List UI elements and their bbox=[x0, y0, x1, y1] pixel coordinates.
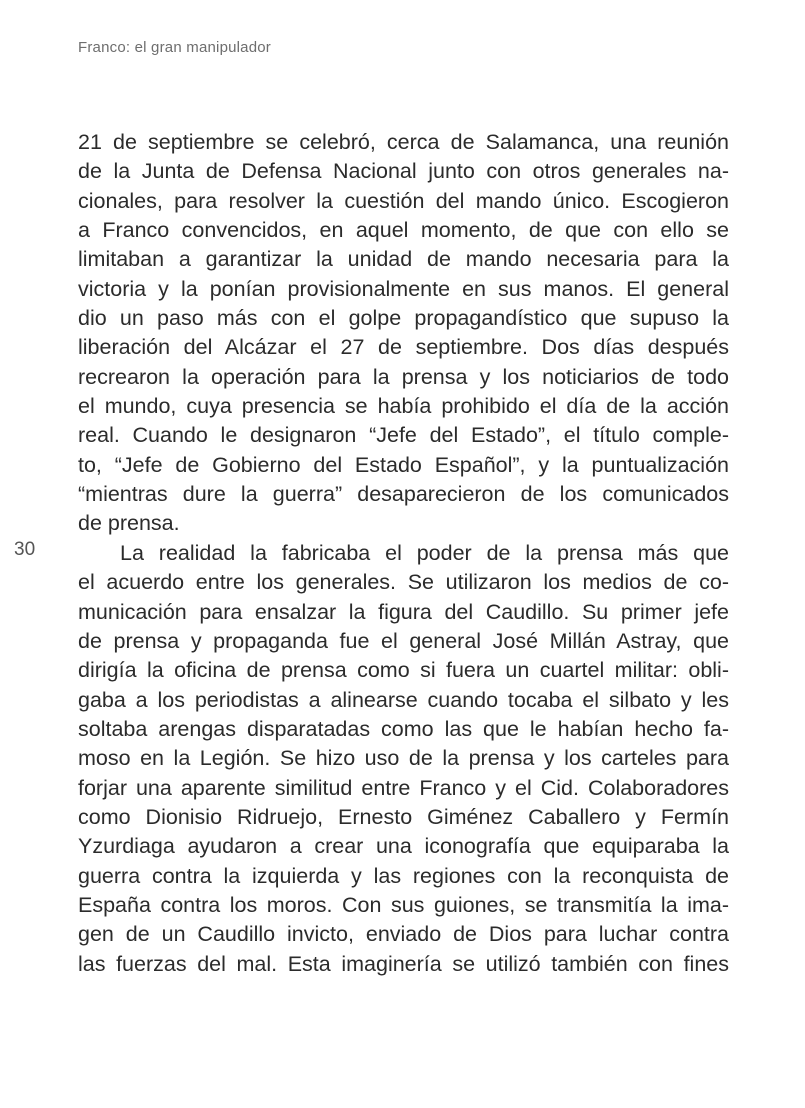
text-line: gen de un Caudillo invicto, enviado de Dios para luchar contra bbox=[78, 922, 729, 947]
running-header: Franco: el gran manipulador bbox=[78, 39, 272, 56]
text-line: recrearon la operación para la prensa y los noticiarios de todo bbox=[78, 364, 729, 389]
text-line: guerra contra la izquierda y las regiones con la reconquista de bbox=[78, 863, 729, 888]
text-line: dirigía la oficina de prensa como si fuera un cuartel militar: obli- bbox=[78, 658, 729, 683]
text-line: a Franco convencidos, en aquel momento, de que con ello se bbox=[78, 218, 729, 243]
text-line: gaba a los periodistas a alinearse cuando tocaba el silbato y les bbox=[78, 687, 729, 712]
text-line: España contra los moros. Con sus guiones, se transmitía la ima- bbox=[78, 892, 729, 917]
text-line: de prensa y propaganda fue el general José Millán Astray, que bbox=[78, 628, 729, 653]
text-line: moso en la Legión. Se hizo uso de la prensa y los carteles para bbox=[78, 746, 729, 771]
text-line: municación para ensalzar la figura del Caudillo. Su primer jefe bbox=[78, 599, 729, 624]
text-line: las fuerzas del mal. Esta imaginería se utilizó también con fines bbox=[78, 951, 729, 976]
text-line: limitaban a garantizar la unidad de mando necesaria para la bbox=[78, 247, 729, 272]
text-line: cionales, para resolver la cuestión del mando único. Escogieron bbox=[78, 188, 729, 213]
text-line: 21 de septiembre se celebró, cerca de Salamanca, una reunión bbox=[78, 130, 729, 154]
body-text bbox=[78, 128, 729, 979]
text-line: de la Junta de Defensa Nacional junto con otros generales na- bbox=[78, 159, 729, 184]
text-line: de prensa. bbox=[78, 511, 180, 536]
paragraph-first-line: La realidad la fabricaba el poder de la prensa más que bbox=[120, 540, 729, 565]
text-line: soltaba arengas disparatadas como las que le habían hecho fa- bbox=[78, 716, 729, 741]
text-line: el mundo, cuya presencia se había prohibido el día de la acción bbox=[78, 394, 729, 419]
text-line: real. Cuando le designaron “Jefe del Estado”, el título comple- bbox=[78, 423, 729, 448]
text-line: Yzurdiaga ayudaron a crear una iconografía que equiparaba la bbox=[78, 834, 729, 859]
text-line: el acuerdo entre los generales. Se utilizaron los medios de co- bbox=[78, 570, 729, 595]
text-line: forjar una aparente similitud entre Franco y el Cid. Colaboradores bbox=[78, 775, 729, 800]
text-line: liberación del Alcázar el 27 de septiembre. Dos días después bbox=[78, 335, 729, 360]
text-line: to, “Jefe de Gobierno del Estado Español”, y la puntualización bbox=[78, 452, 729, 477]
margin-line-number: 30 bbox=[14, 539, 36, 560]
text-line: dio un paso más con el golpe propagandístico que supuso la bbox=[78, 306, 729, 331]
text-line: “mientras dure la guerra” desaparecieron de los comunicados bbox=[78, 482, 729, 507]
text-line: victoria y la ponían provisionalmente en sus manos. El general bbox=[78, 276, 729, 301]
text-line: como Dionisio Ridruejo, Ernesto Giménez Caballero y Fermín bbox=[78, 804, 729, 829]
